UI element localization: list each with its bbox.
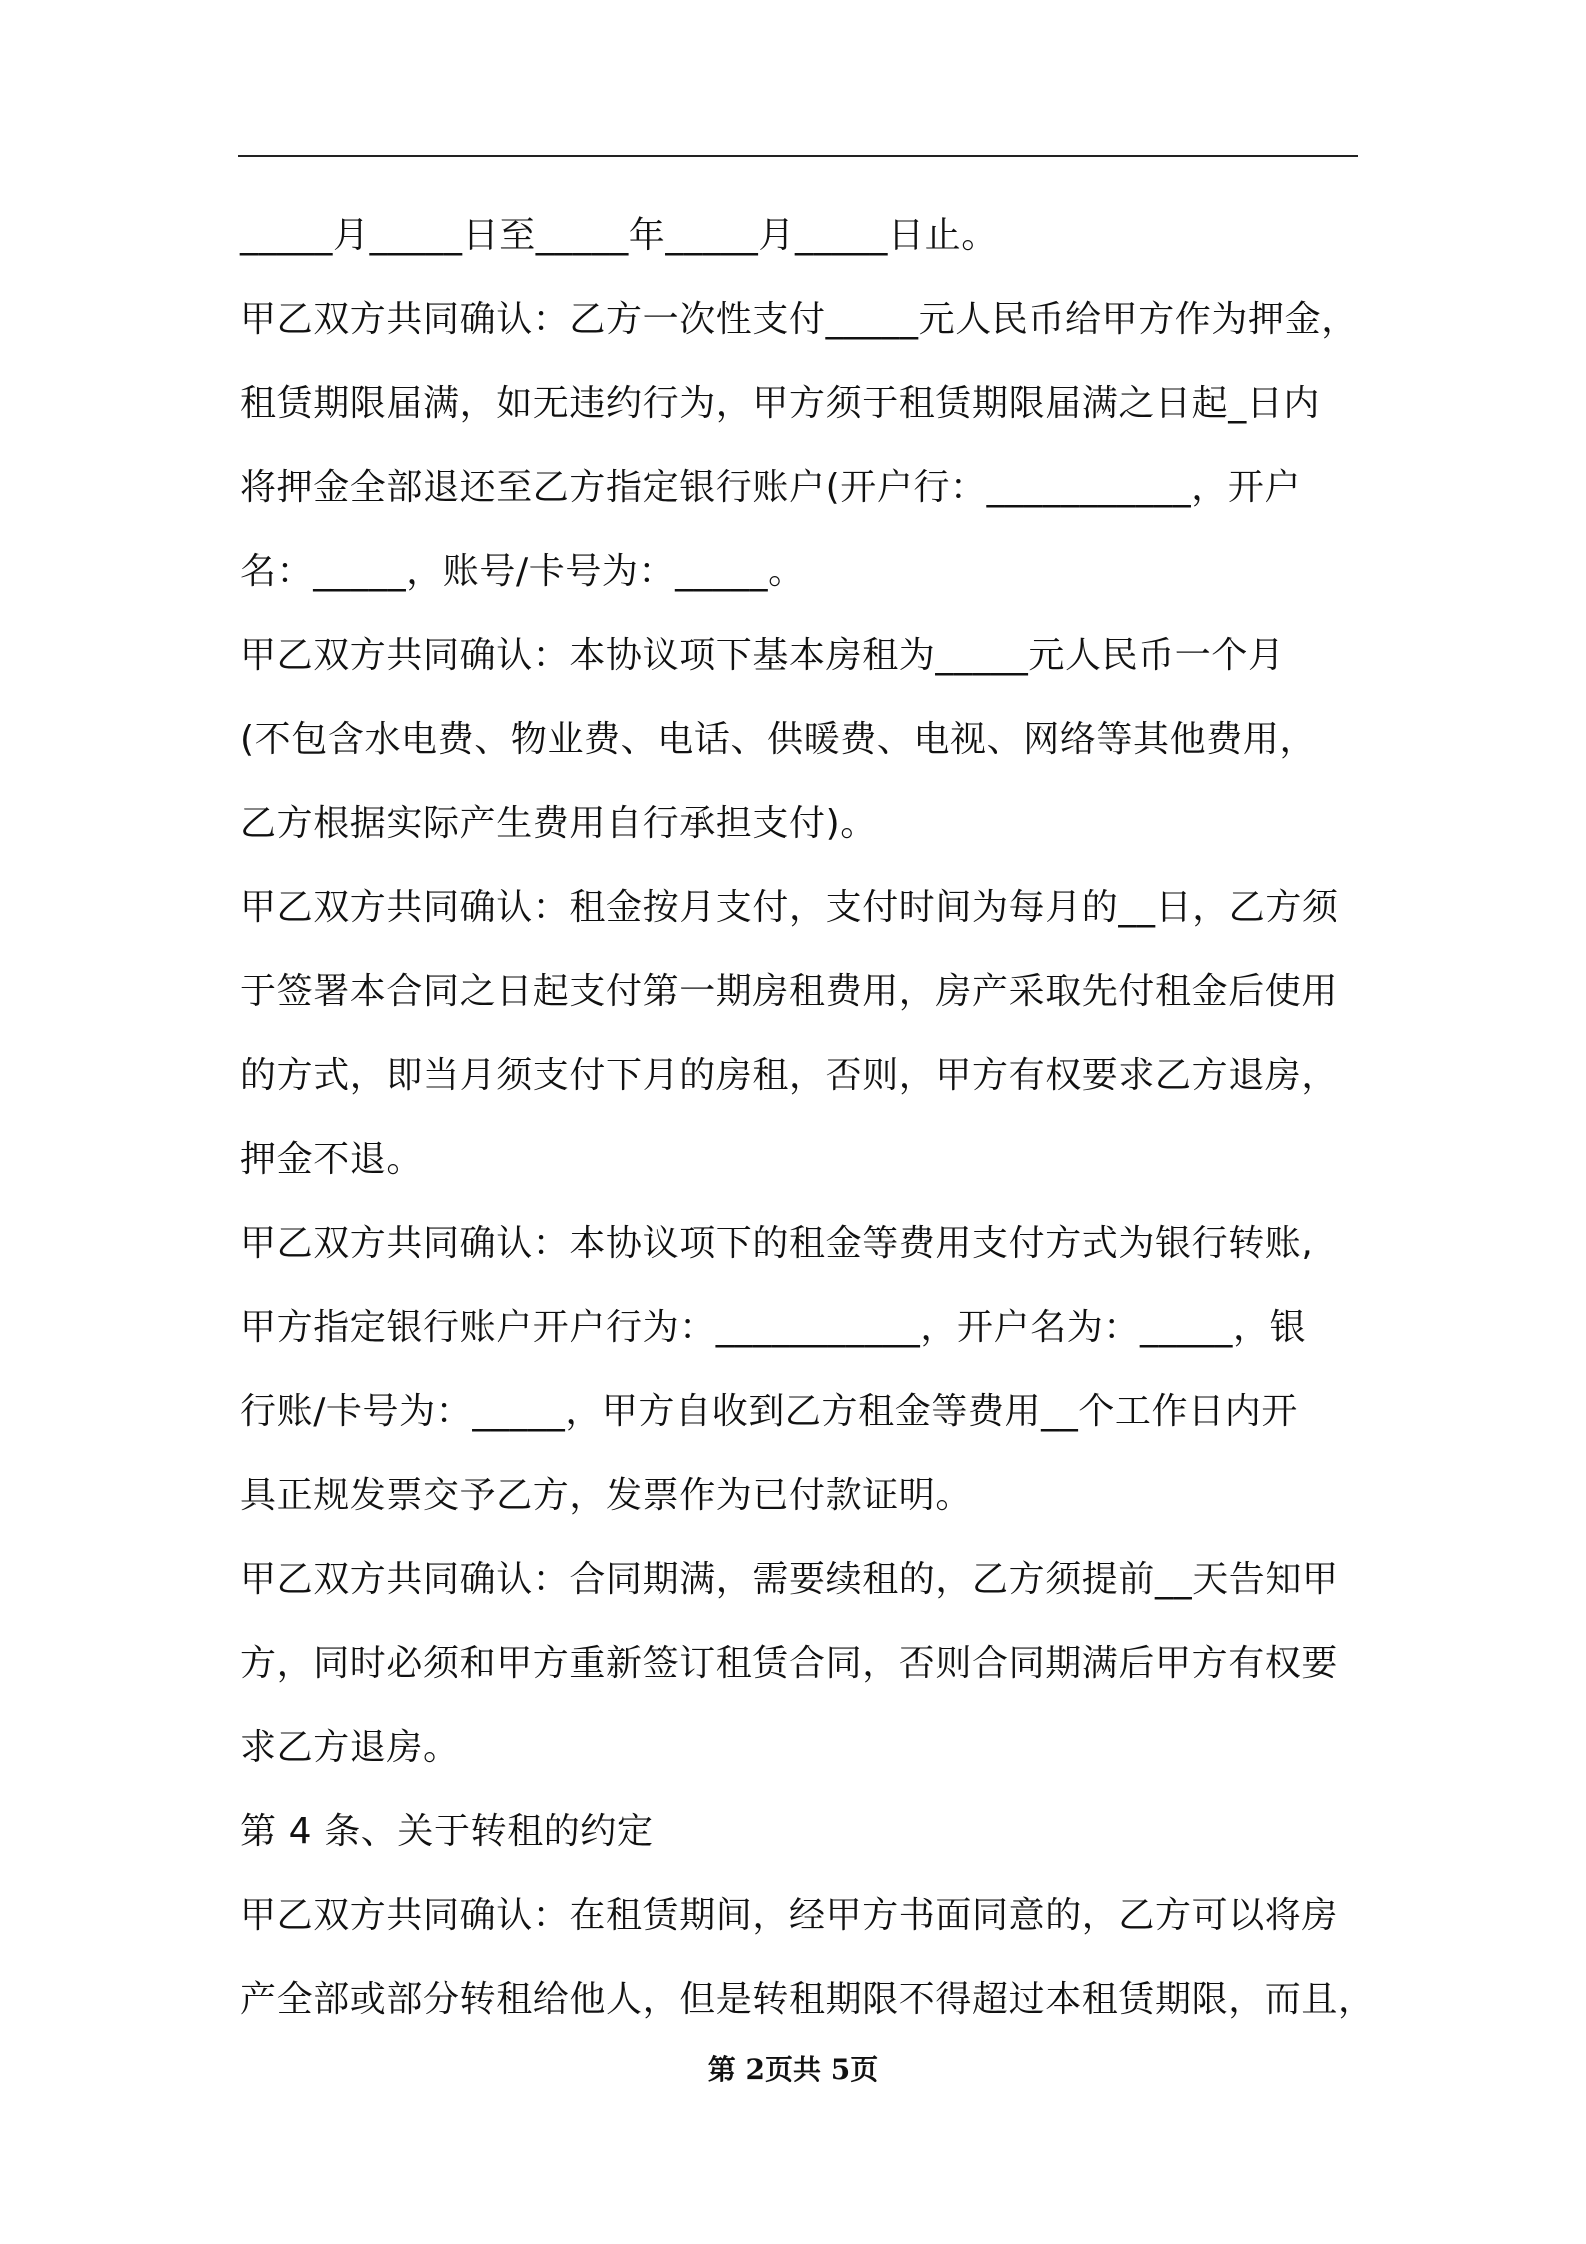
text-line: 甲乙双方共同确认：本协议项下基本房租为_____元人民币一个月	[240, 635, 1285, 676]
text-line: 的方式，即当月须支付下月的房租，否则，甲方有权要求乙方退房，	[240, 1055, 1339, 1096]
text-line: 押金不退。	[240, 1139, 424, 1180]
header-rule	[238, 155, 1358, 157]
text-line: 甲方指定银行账户开户行为：___________，开户名为：_____，银	[240, 1307, 1307, 1348]
text-line: 甲乙双方共同确认：本协议项下的租金等费用支付方式为银行转账,	[240, 1223, 1314, 1264]
text-line: _____月_____日至_____年_____月_____日止。	[240, 215, 998, 256]
text-line: 租赁期限届满，如无违约行为，甲方须于租赁期限届满之日起_日内	[240, 383, 1321, 424]
text-line: (不包含水电费、物业费、电话、供暖费、电视、网络等其他费用，	[240, 719, 1317, 760]
text-line: 甲乙双方共同确认：在租赁期间，经甲方书面同意的，乙方可以将房	[240, 1895, 1339, 1936]
text-line: 具正规发票交予乙方，发票作为已付款证明。	[240, 1475, 973, 1516]
text-line: 名：_____，账号/卡号为：_____。	[240, 551, 805, 592]
page-number: 第 2页共 5页	[707, 2053, 879, 2086]
text-line: 于签署本合同之日起支付第一期房租费用，房产采取先付租金后使用	[240, 971, 1339, 1012]
text-line: 行账/卡号为：_____，甲方自收到乙方租金等费用__个工作日内开	[240, 1391, 1298, 1432]
section-heading: 第 4 条、关于转租的约定	[240, 1811, 654, 1852]
text-line: 甲乙双方共同确认：合同期满，需要续租的，乙方须提前__天告知甲	[240, 1559, 1339, 1600]
text-line: 甲乙双方共同确认：乙方一次性支付_____元人民币给甲方作为押金，	[240, 299, 1358, 340]
text-line: 将押金全部退还至乙方指定银行账户(开户行：___________，开户	[240, 467, 1302, 508]
text-line: 方，同时必须和甲方重新签订租赁合同，否则合同期满后甲方有权要	[240, 1643, 1339, 1684]
text-line: 求乙方退房。	[240, 1727, 460, 1768]
text-line: 产全部或部分转租给他人，但是转租期限不得超过本租赁期限，而且，	[240, 1979, 1375, 2020]
document-body	[240, 194, 1375, 2042]
text-line: 乙方根据实际产生费用自行承担支付)。	[240, 803, 877, 844]
text-line: 甲乙双方共同确认：租金按月支付，支付时间为每月的__日，乙方须	[240, 887, 1339, 928]
